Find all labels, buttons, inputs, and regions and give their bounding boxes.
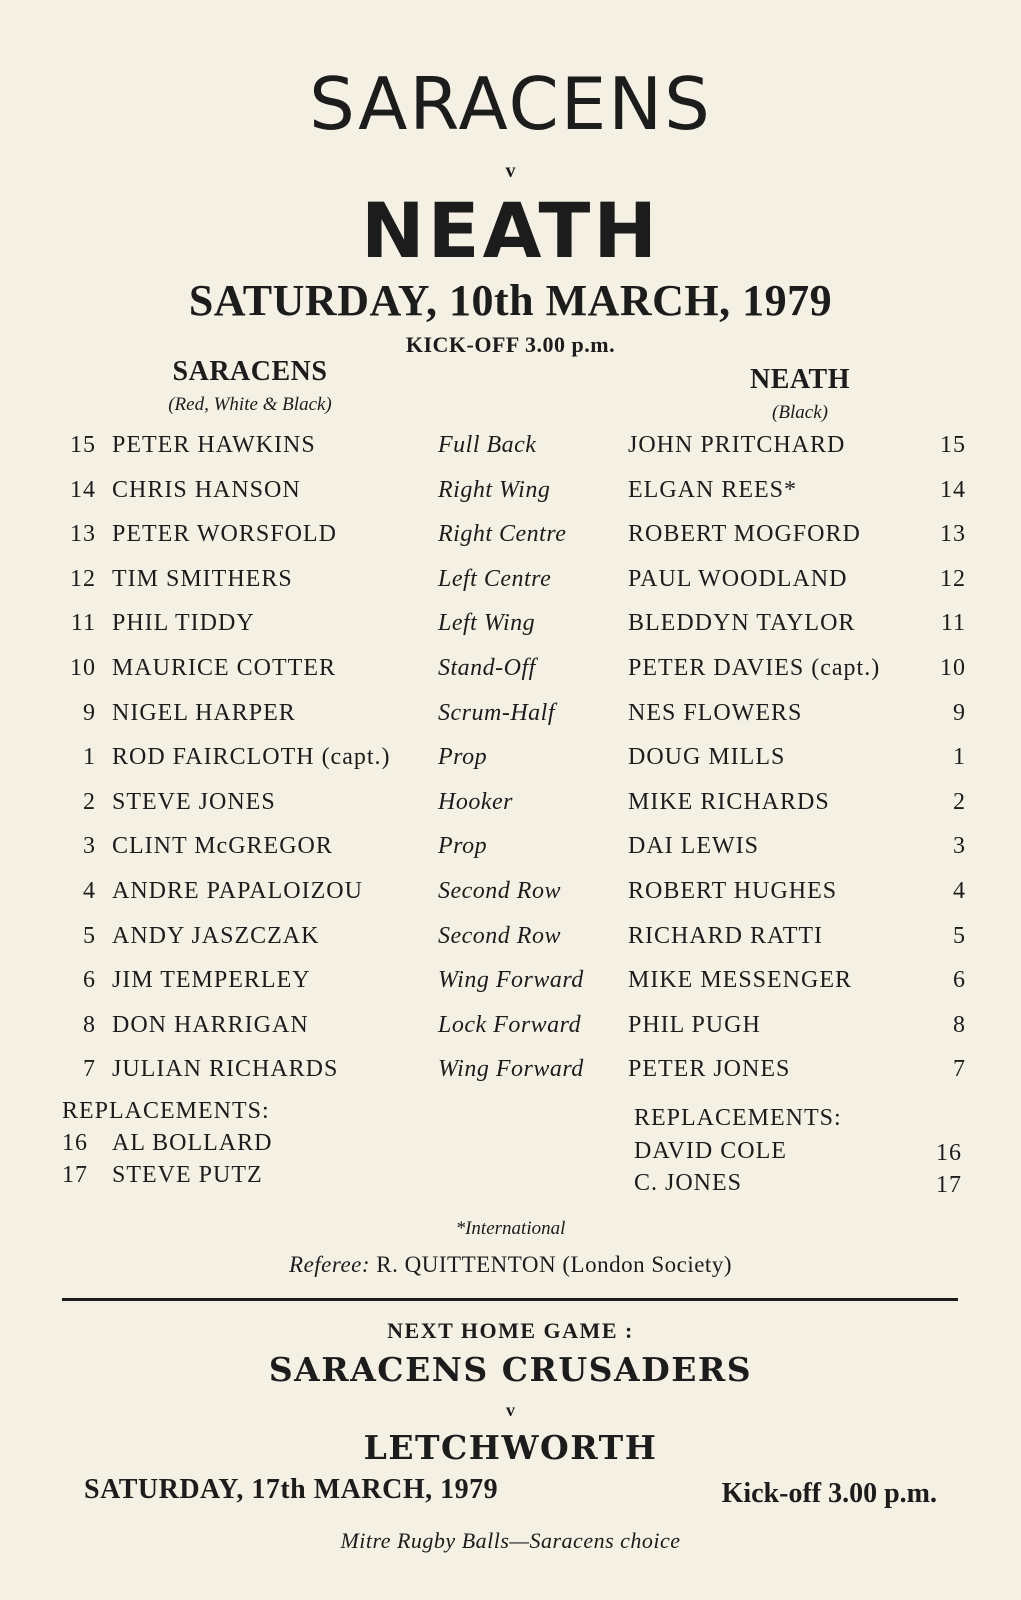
away-player-number: 3	[953, 833, 966, 860]
home-player-number: 5	[83, 922, 96, 949]
home-player-name: PHIL TIDDY	[112, 610, 255, 637]
home-player-name: ANDRE PAPALOIZOU	[112, 878, 363, 904]
versus-label: v	[505, 160, 516, 182]
position-label: Prop	[438, 744, 488, 771]
lineup-row	[0, 923, 1021, 963]
away-player-name: DAI LEWIS	[628, 833, 759, 860]
home-replacement-number: 16	[62, 1130, 88, 1156]
home-player-number: 9	[83, 699, 96, 726]
away-team-title: NEATH	[361, 186, 660, 275]
lineup-row	[0, 1056, 1021, 1096]
next-game-home-team: SARACENS CRUSADERS	[268, 1350, 753, 1389]
lineup-row	[0, 432, 1021, 472]
home-player-name: PETER HAWKINS	[112, 432, 316, 458]
footer-sponsor: Mitre Rugby Balls—Saracens choice	[340, 1528, 681, 1553]
lineup-row	[0, 967, 1021, 1007]
away-player-number: 2	[953, 788, 966, 815]
home-player-name: TIM SMITHERS	[112, 565, 293, 592]
lineup-row	[0, 833, 1021, 873]
lineup-row	[0, 566, 1021, 606]
away-player-name: ELGAN REES*	[628, 476, 797, 503]
away-player-number: 8	[953, 1011, 966, 1038]
away-player-name: DOUG MILLS	[628, 744, 786, 771]
away-replacement-name: DAVID COLE	[634, 1138, 787, 1164]
home-player-name: JIM TEMPERLEY	[112, 967, 311, 994]
away-player-name: MIKE RICHARDS	[628, 788, 830, 815]
next-game-kickoff: Kick-off 3.00 p.m.	[721, 1478, 937, 1509]
away-replacement-name: C. JONES	[634, 1170, 743, 1196]
position-label: Left Centre	[438, 565, 552, 592]
home-player-name: MAURICE COTTER	[112, 655, 336, 681]
away-player-name: PETER DAVIES (capt.)	[628, 655, 881, 681]
home-player-number: 3	[83, 833, 96, 860]
referee-line	[0, 1252, 1021, 1278]
lineup-row	[0, 610, 1021, 650]
position-label: Scrum-Half	[438, 699, 555, 726]
away-player-number: 9	[953, 699, 966, 726]
away-replacements-label: REPLACEMENTS:	[634, 1105, 842, 1131]
away-player-number: 13	[940, 521, 966, 548]
away-player-number: 12	[940, 565, 966, 592]
position-label: Hooker	[438, 788, 513, 815]
lineup-row	[0, 878, 1021, 918]
divider-rule	[62, 1298, 958, 1301]
lineup-row	[0, 744, 1021, 784]
next-game-away-team: LETCHWORTH	[363, 1428, 658, 1467]
away-team-colours: (Black)	[772, 402, 828, 423]
away-player-name: PAUL WOODLAND	[628, 565, 848, 592]
home-player-number: 6	[83, 967, 96, 994]
away-player-number: 15	[940, 432, 966, 458]
home-player-name: DON HARRIGAN	[112, 1011, 309, 1038]
home-team-heading: SARACENS	[172, 356, 328, 387]
home-team-title: SARACENS	[309, 62, 712, 146]
home-player-number: 10	[70, 655, 96, 681]
away-player-number: 14	[940, 476, 966, 503]
home-replacement-name: STEVE PUTZ	[112, 1162, 263, 1188]
home-player-name: ROD FAIRCLOTH (capt.)	[112, 744, 391, 771]
home-player-number: 1	[83, 744, 96, 771]
away-player-number: 7	[953, 1056, 966, 1083]
away-player-name: ROBERT MOGFORD	[628, 521, 861, 548]
away-player-name: NES FLOWERS	[628, 699, 803, 726]
home-player-name: NIGEL HARPER	[112, 699, 296, 726]
away-replacement-number: 16	[936, 1140, 962, 1166]
position-label: Full Back	[438, 432, 537, 458]
position-label: Wing Forward	[438, 1056, 584, 1083]
away-player-number: 1	[953, 744, 966, 771]
lineup-row	[0, 700, 1021, 740]
referee-name: R. QUITTENTON (London Society)	[376, 1252, 732, 1277]
home-player-number: 8	[83, 1011, 96, 1038]
next-game-versus: v	[506, 1400, 515, 1420]
home-player-name: PETER WORSFOLD	[112, 521, 337, 548]
away-player-name: JOHN PRITCHARD	[628, 432, 846, 458]
match-kickoff: KICK-OFF 3.00 p.m.	[405, 332, 616, 357]
away-player-number: 4	[953, 878, 966, 904]
home-player-number: 2	[83, 788, 96, 815]
home-player-number: 15	[70, 432, 96, 458]
home-player-name: CLINT McGREGOR	[112, 833, 333, 860]
home-replacement-number: 17	[62, 1162, 88, 1188]
home-player-number: 14	[70, 476, 96, 503]
home-team-colours: (Red, White & Black)	[168, 394, 332, 415]
position-label: Stand-Off	[438, 655, 536, 681]
away-player-number: 11	[940, 610, 966, 637]
home-replacements-label: REPLACEMENTS:	[62, 1098, 270, 1124]
away-team-heading: NEATH	[750, 364, 850, 395]
lineup-row	[0, 1012, 1021, 1052]
away-player-name: BLEDDYN TAYLOR	[628, 610, 856, 637]
next-game-title: NEXT HOME GAME :	[387, 1318, 634, 1343]
away-player-name: ROBERT HUGHES	[628, 878, 838, 904]
position-label: Left Wing	[438, 610, 536, 637]
away-player-name: PHIL PUGH	[628, 1011, 761, 1038]
home-player-name: ANDY JASZCZAK	[112, 922, 320, 949]
lineup-row	[0, 521, 1021, 561]
home-player-number: 7	[83, 1056, 96, 1083]
home-player-name: JULIAN RICHARDS	[112, 1056, 339, 1083]
away-player-name: PETER JONES	[628, 1056, 791, 1083]
position-label: Prop	[438, 833, 488, 860]
lineup-row	[0, 789, 1021, 829]
position-label: Second Row	[438, 878, 561, 904]
home-player-number: 12	[70, 565, 96, 592]
home-player-number: 4	[83, 878, 96, 904]
international-footnote: *International	[455, 1218, 566, 1239]
position-label: Right Centre	[438, 521, 567, 548]
home-player-number: 11	[70, 610, 96, 637]
position-label: Lock Forward	[438, 1011, 582, 1038]
home-replacement-name: AL BOLLARD	[112, 1130, 273, 1156]
lineup-row	[0, 655, 1021, 695]
position-label: Right Wing	[438, 476, 551, 503]
match-date: SATURDAY, 10th MARCH, 1979	[188, 276, 833, 325]
home-player-name: CHRIS HANSON	[112, 476, 301, 503]
lineup-row	[0, 477, 1021, 517]
next-game-date: SATURDAY, 17th MARCH, 1979	[84, 1474, 499, 1505]
away-player-number: 5	[953, 922, 966, 949]
home-player-number: 13	[70, 521, 96, 548]
position-label: Second Row	[438, 922, 561, 949]
away-player-name: RICHARD RATTI	[628, 922, 824, 949]
referee-label: Referee:	[289, 1252, 371, 1277]
home-player-name: STEVE JONES	[112, 788, 276, 815]
away-player-name: MIKE MESSENGER	[628, 967, 853, 994]
away-player-number: 6	[953, 967, 966, 994]
away-replacement-number: 17	[936, 1172, 962, 1198]
position-label: Wing Forward	[438, 967, 584, 994]
away-player-number: 10	[940, 655, 966, 681]
